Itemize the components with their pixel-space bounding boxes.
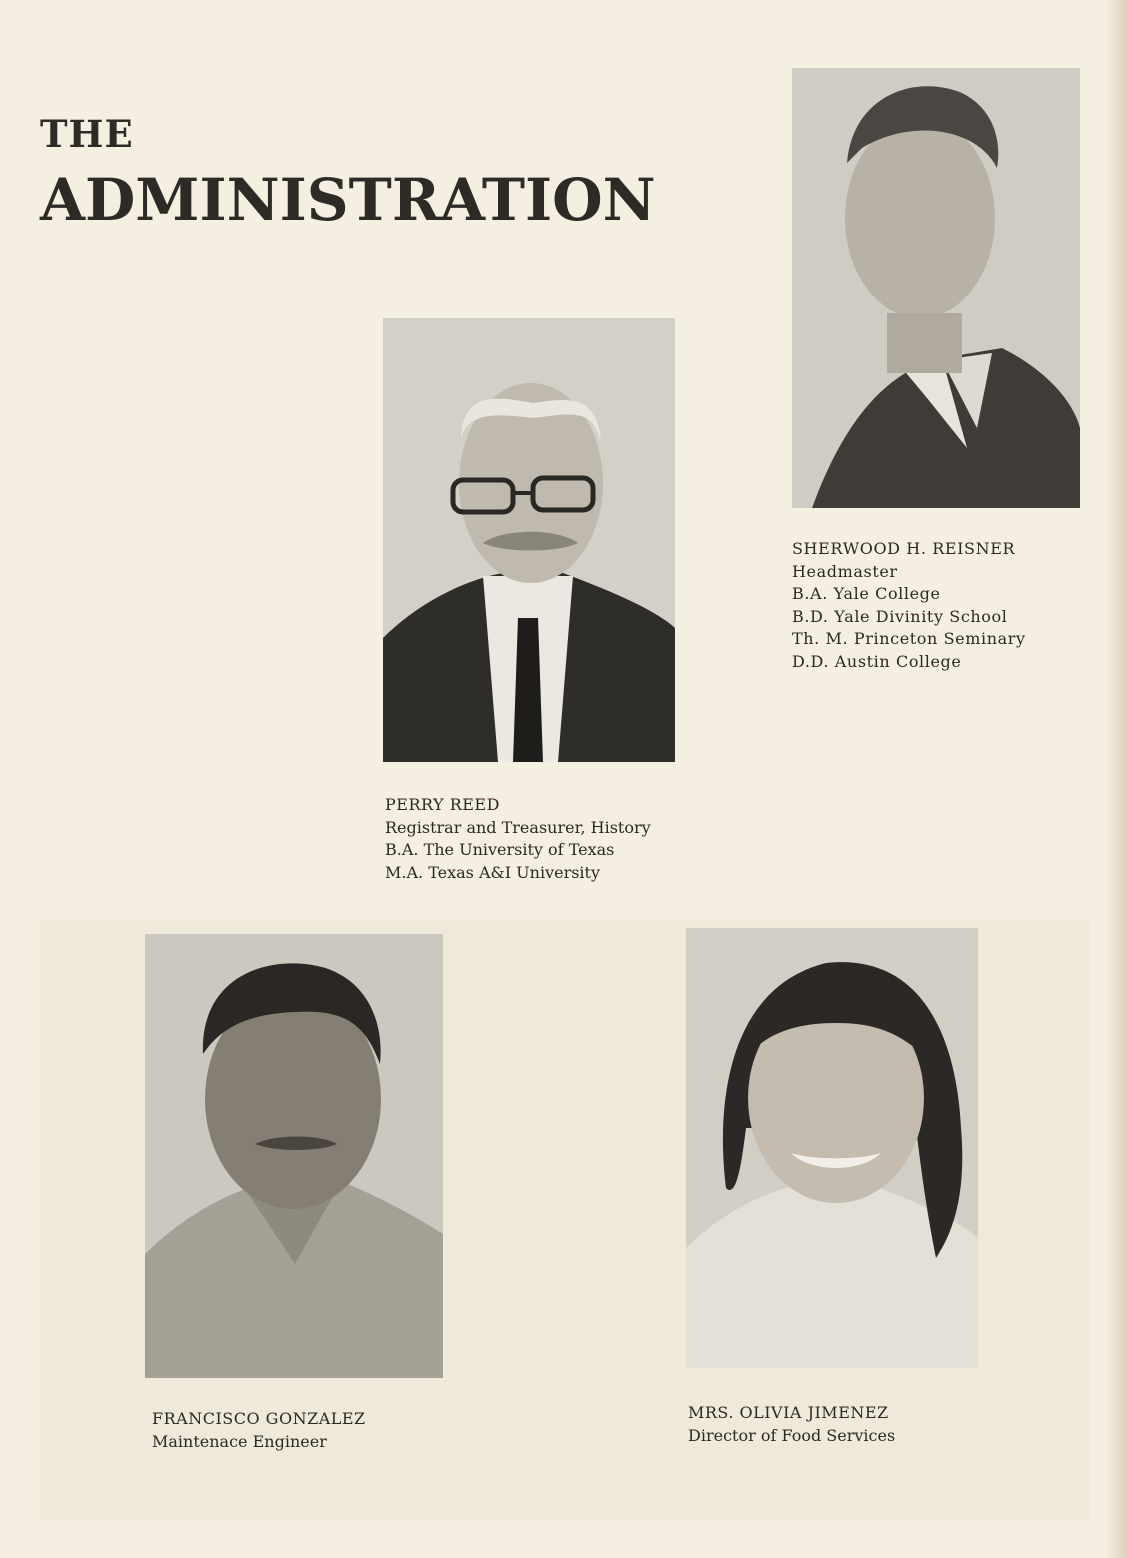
person-detail: Maintenace Engineer xyxy=(152,1431,327,1451)
photo-olivia-jimenez xyxy=(686,928,978,1368)
heading-administration: ADMINISTRATION xyxy=(40,166,656,234)
person-name: MRS. OLIVIA JIMENEZ xyxy=(688,1403,889,1422)
person-detail: B.A. Yale College xyxy=(792,584,941,603)
person-detail: Registrar and Treasurer, History xyxy=(385,817,651,837)
heading-the: THE xyxy=(40,112,134,156)
person-detail: D.D. Austin College xyxy=(792,651,962,671)
person-name: FRANCISCO GONZALEZ xyxy=(152,1409,366,1428)
person-detail: Th. M. Princeton Seminary xyxy=(792,629,1026,648)
caption-olivia-jimenez xyxy=(688,1402,895,1447)
page-edge-shadow xyxy=(1105,0,1127,1558)
photo-perry-reed xyxy=(383,318,675,762)
person-detail: M.A. Texas A&I University xyxy=(385,862,601,882)
caption-perry-reed xyxy=(385,794,651,884)
person-name: PERRY REED xyxy=(385,795,500,814)
person-name: SHERWOOD H. REISNER xyxy=(792,539,1016,558)
person-detail: B.D. Yale Divinity School xyxy=(792,606,1008,626)
person-detail: Director of Food Services xyxy=(688,1425,896,1445)
photo-sherwood-reisner xyxy=(792,68,1080,508)
person-detail: Headmaster xyxy=(792,561,898,581)
caption-francisco-gonzalez xyxy=(152,1408,366,1453)
person-detail: B.A. The University of Texas xyxy=(385,840,615,859)
photo-francisco-gonzalez xyxy=(145,934,443,1378)
caption-sherwood-reisner xyxy=(792,538,1026,673)
